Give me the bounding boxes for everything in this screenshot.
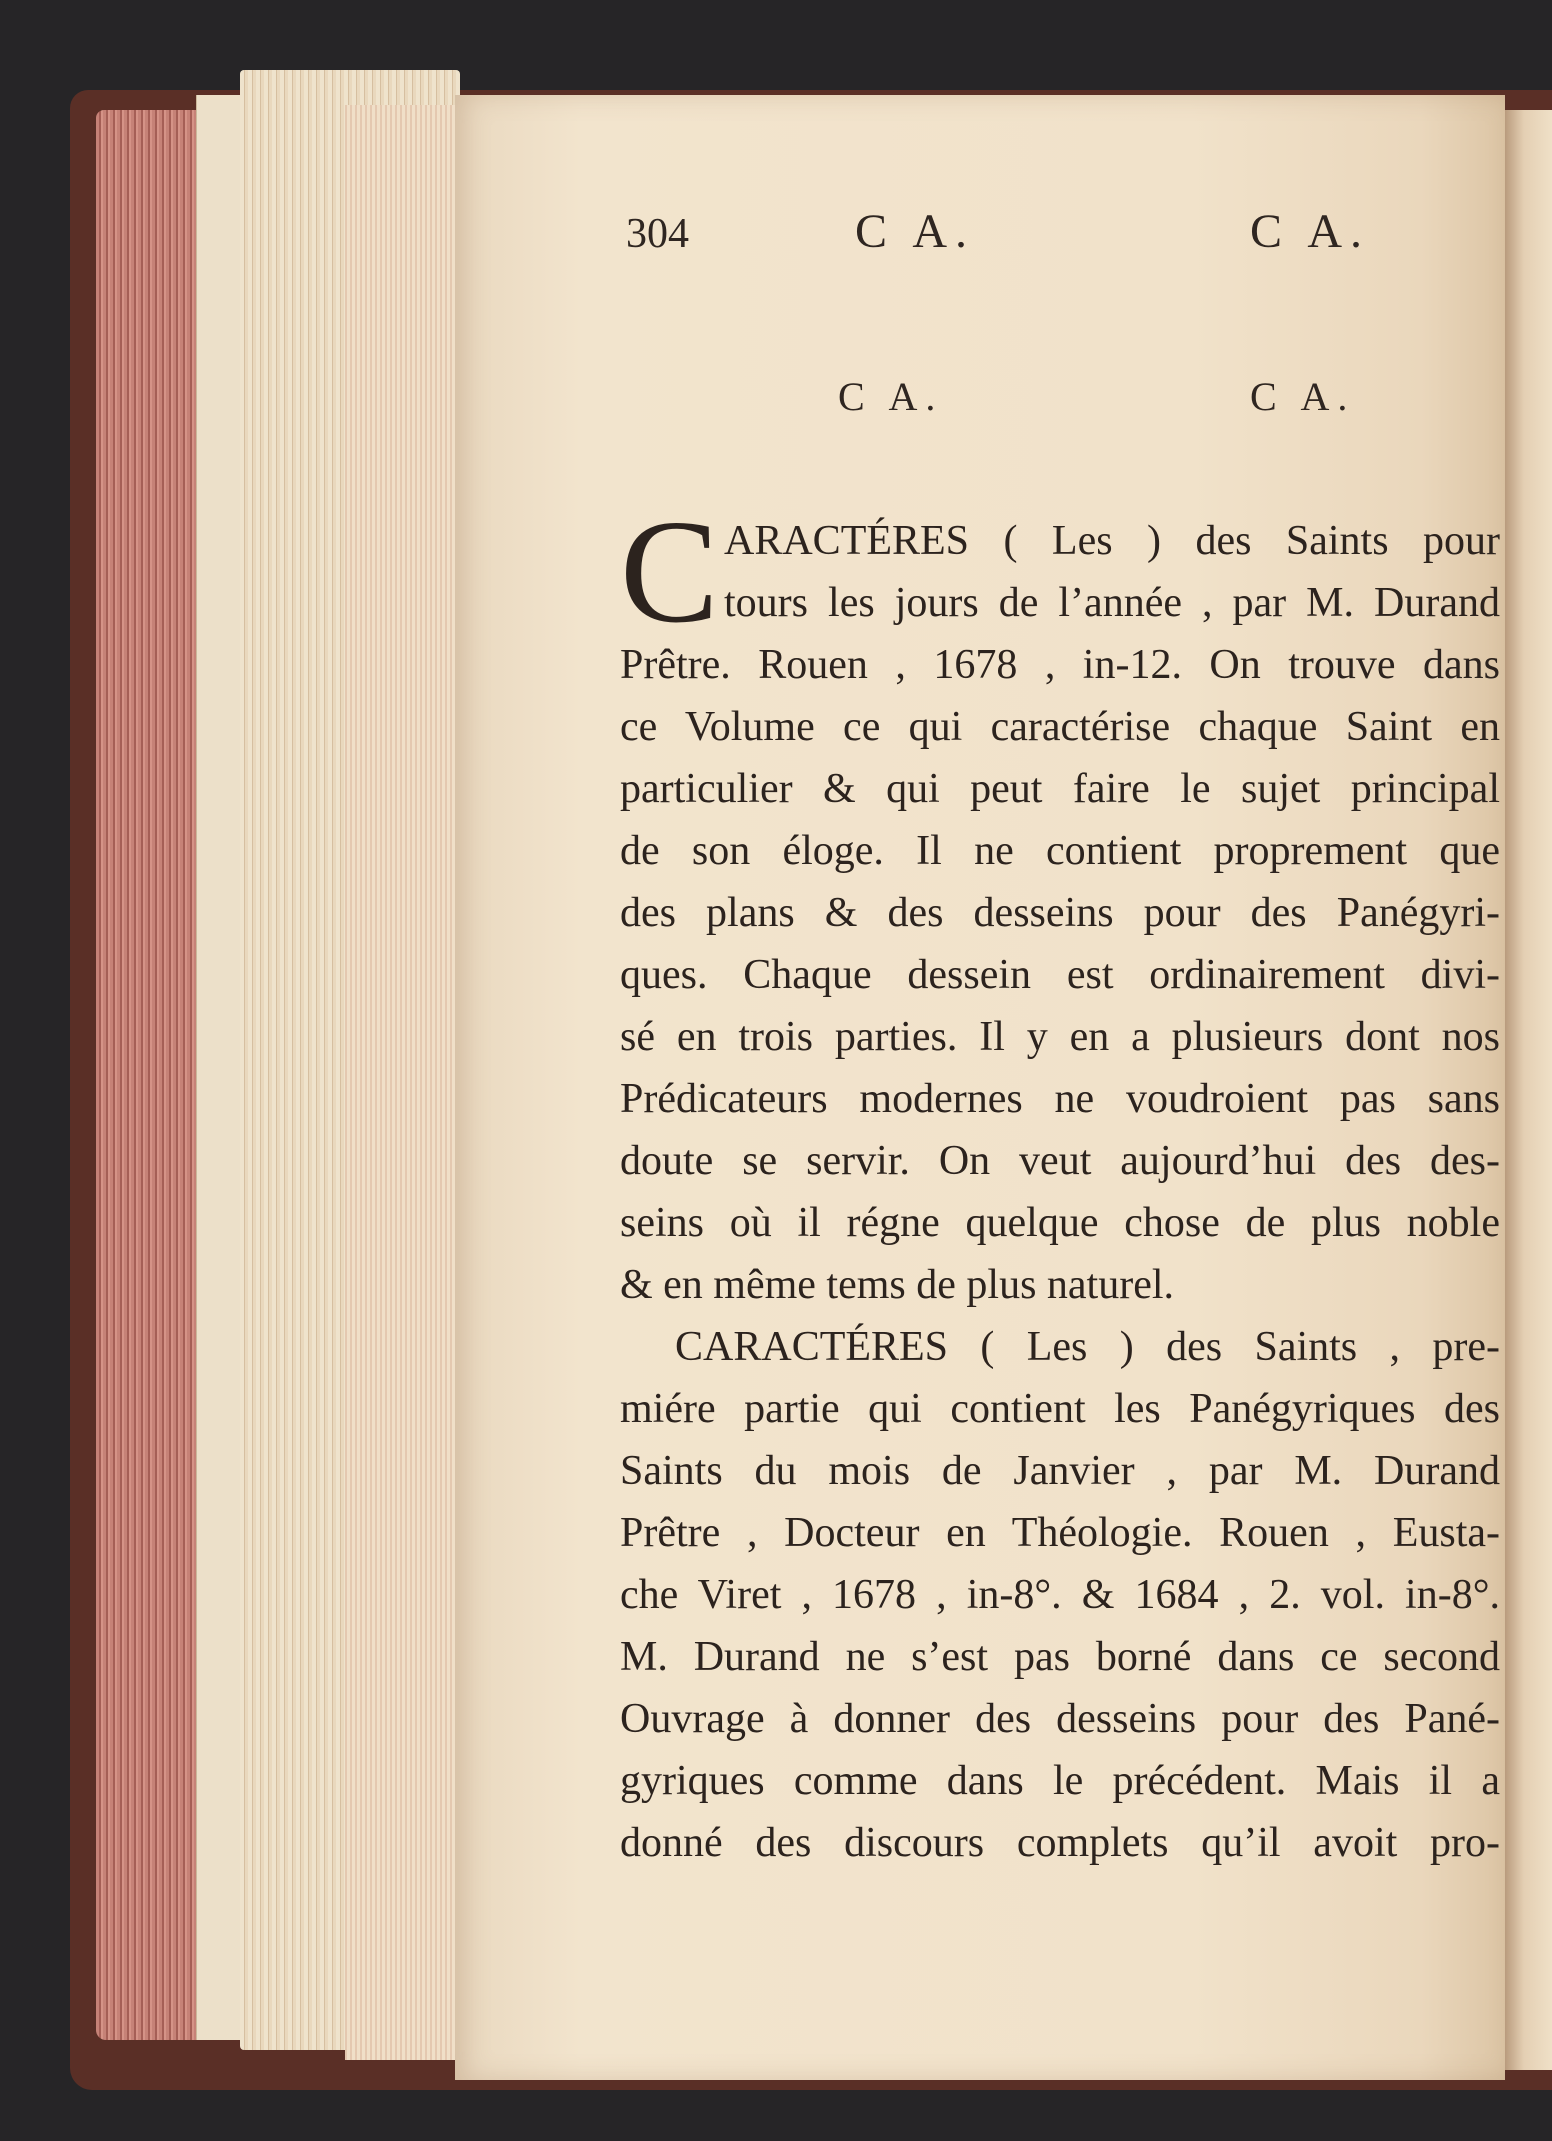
- section-head: [620, 373, 1380, 433]
- page-fan-inner: [345, 105, 455, 2060]
- text-line: CARACTÉRES ( Les ) des Saints , pre-: [675, 1324, 1500, 1370]
- drop-cap: C: [620, 490, 719, 654]
- text-line: Prêtre , Docteur en Théologie. Rouen , Eusta-: [620, 1510, 1500, 1556]
- page-gutter: [1505, 110, 1552, 2070]
- text-line: Saints du mois de Janvier , par M. Durand: [620, 1448, 1500, 1494]
- running-head-left: C A.: [855, 205, 976, 258]
- section-head-right: C A.: [1250, 374, 1356, 419]
- text-line: miére partie qui contient les Panégyriques des: [620, 1386, 1500, 1432]
- text-line: ARACTÉRES ( Les ) des Saints pour: [724, 518, 1500, 564]
- text-line: particulier & qui peut faire le sujet principal: [620, 766, 1500, 812]
- text-line: che Viret , 1678 , in-8°. & 1684 , 2. vol. in-8°.: [620, 1572, 1500, 1618]
- entry-2: [620, 1316, 1500, 1874]
- text-line: ce Volume ce qui caractérise chaque Saint en: [620, 704, 1500, 750]
- text-line: & en même tems de plus naturel.: [620, 1262, 1175, 1308]
- text-line: sé en trois parties. Il y en a plusieurs dont nos: [620, 1014, 1500, 1060]
- page-number: 304: [626, 211, 689, 257]
- text-line: Prêtre. Rouen , 1678 , in-12. On trouve dans: [620, 642, 1500, 688]
- page-edge-red: [96, 110, 206, 2040]
- text-line: de son éloge. Il ne contient proprement que: [620, 828, 1500, 874]
- running-head: [620, 205, 1380, 270]
- text-line: gyriques comme dans le précédent. Mais il a: [620, 1758, 1500, 1804]
- text-line: M. Durand ne s’est pas borné dans ce second: [620, 1634, 1500, 1680]
- text-line: donné des discours complets qu’il avoit pro-: [620, 1820, 1500, 1866]
- text-line: tours les jours de l’année , par M. Durand: [724, 580, 1500, 626]
- text-line: seins où il régne quelque chose de plus noble: [620, 1200, 1500, 1246]
- entry-1: [620, 490, 1500, 1316]
- section-head-left: C A.: [838, 374, 944, 419]
- text-line: des plans & des desseins pour des Panégyri-: [620, 890, 1500, 936]
- text-line: doute se servir. On veut aujourd’hui des des-: [620, 1138, 1500, 1184]
- running-head-right: C A.: [1250, 205, 1371, 258]
- text-line: Ouvrage à donner des desseins pour des Pané-: [620, 1696, 1500, 1742]
- body-text: [620, 490, 1500, 1874]
- text-line: ques. Chaque dessein est ordinairement divi-: [620, 952, 1500, 998]
- text-line: Prédicateurs modernes ne voudroient pas sans: [620, 1076, 1500, 1122]
